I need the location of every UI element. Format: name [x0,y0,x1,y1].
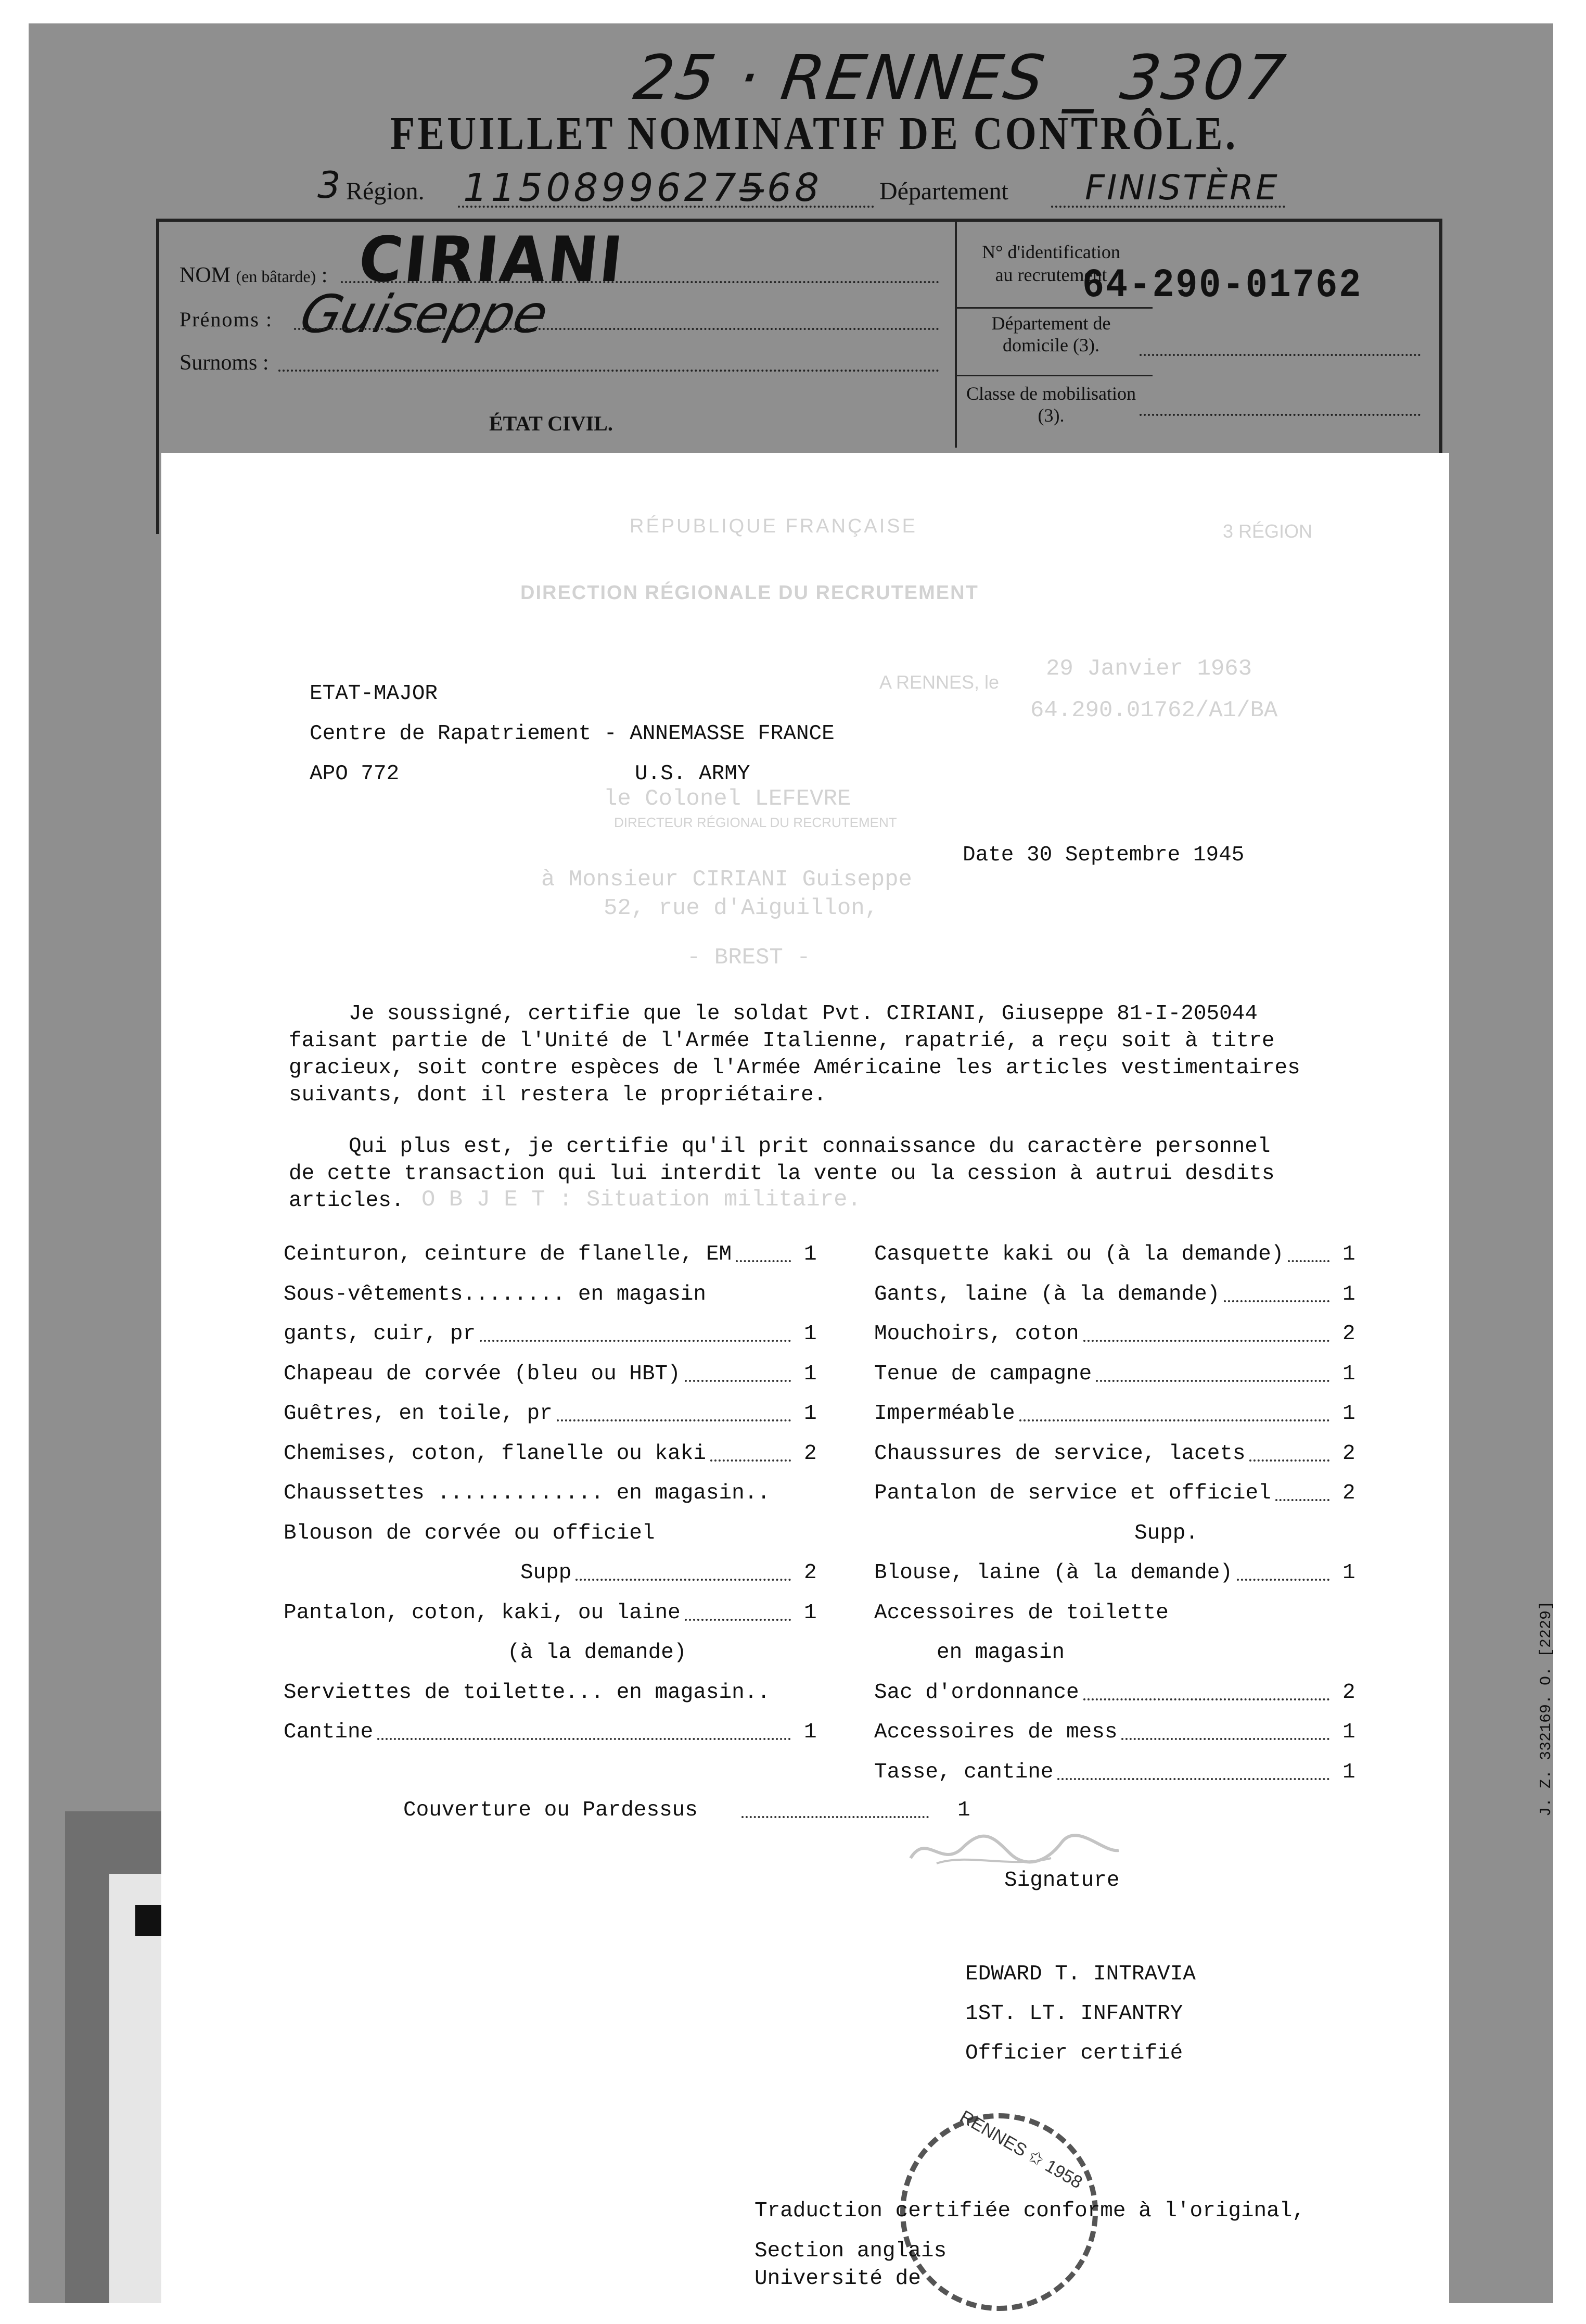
couverture-label: Couverture ou Pardessus [403,1798,698,1822]
right-item-label: Supp. [1134,1521,1199,1545]
surnoms-dotted-line [278,370,939,372]
ghost-date: 29 Janvier 1963 [1046,656,1252,682]
letter-header-2: Centre de Rapatriement - ANNEMASSE FRANCE [310,722,835,746]
left-item-label: Chaussettes ............. en magasin.. [284,1481,770,1505]
para1-line3: gracieux, soit contre espèces de l'Armée Américaine les articles vestimentaires [289,1056,1300,1080]
right-item-label: Chaussures de service, lacets [874,1441,1246,1466]
left-item-row [284,1402,825,1428]
leader-dots [685,1619,791,1621]
right-item-row [874,1681,1363,1707]
ghost-addressee: à Monsieur CIRIANI Guiseppe [541,867,912,893]
id-underline [458,206,874,208]
nom-label: NOM (en bâtarde) : [180,263,328,287]
frame-rule [955,375,1153,376]
right-item-label: Mouchoirs, coton [874,1322,1079,1346]
left-item-label: Cantine [284,1720,374,1744]
leader-dots [1057,1778,1329,1780]
right-item-label: Tenue de campagne [874,1362,1092,1386]
officer-title: Officier certifié [965,2041,1183,2065]
left-item-row [284,1442,825,1468]
leader-dots [1224,1300,1329,1302]
letter-header-3: APO 772 [310,762,400,786]
right-item-label: Sac d'ordonnance [874,1680,1079,1705]
ghost-direction: DIRECTION RÉGIONALE DU RECRUTEMENT [520,582,979,604]
ghost-colonel: le Colonel LEFEVRE [604,786,851,812]
leader-dots [685,1380,791,1382]
leader-dots [1083,1340,1329,1342]
departement-label: Département [879,177,1008,205]
left-item-row [284,1362,825,1388]
letter-header-army: U.S. ARMY [635,762,750,786]
right-item-row [874,1402,1363,1428]
left-item-row [284,1322,825,1348]
para2-line2: de cette transaction qui lui interdit la vente ou la cession à autrui desdits [289,1162,1275,1186]
left-item-row [284,1521,825,1547]
letter-date: Date 30 Septembre 1945 [963,843,1245,867]
couverture-qty: 1 [957,1798,970,1822]
departement-value: FINISTÈRE [1085,168,1280,208]
ghost-republique: RÉPUBLIQUE FRANÇAISE [630,515,917,537]
right-item-row [874,1760,1363,1786]
departement-underline [1051,206,1285,208]
officer-rank: 1ST. LT. INFANTRY [965,2002,1183,2026]
left-item-label: Chemises, coton, flanelle ou kaki [284,1441,706,1466]
left-item-label: Pantalon, coton, kaki, ou laine [284,1601,681,1625]
left-item-qty: 2 [804,1441,817,1466]
region-number: 3 [317,164,341,207]
side-reference: J. Z. 332169. O. [2229] [1538,1601,1555,1817]
right-item-row [874,1362,1363,1388]
region-label: Région. [346,177,425,205]
leader-dots [1096,1380,1329,1382]
signature-scrawl [905,1822,1124,1874]
left-item-label: Sous-vêtements........ en magasin [284,1282,706,1306]
leader-dots [1121,1738,1329,1740]
handwritten-reference: 25 · RENNES _ 3307 [630,42,1291,113]
domicile-label: Département de domicile (3). [991,313,1111,355]
right-item-label: Casquette kaki ou (à la demande) [874,1242,1284,1266]
leader-dots [736,1260,791,1262]
etat-civil-heading: ÉTAT CIVIL. [489,412,613,435]
frame-divider [955,219,957,448]
left-item-label: (à la demande) [507,1641,687,1665]
right-item-row [1134,1521,1363,1547]
right-item-label: Gants, laine (à la demande) [874,1282,1220,1306]
right-item-label: Blouse, laine (à la demande) [874,1561,1233,1585]
ghost-dest: - BREST - [687,945,811,971]
right-item-qty: 1 [1342,1760,1355,1784]
binding-paper [109,1874,161,2303]
left-item-row [284,1681,825,1707]
binding-clip [135,1905,161,1936]
ghost-ref: 64.290.01762/A1/BA [1030,697,1278,723]
prenoms-label: Prénoms : [180,308,273,331]
right-item-qty: 1 [1342,1242,1355,1266]
left-item-row [284,1720,825,1746]
right-item-row [874,1282,1363,1309]
prenoms-dotted-line [294,328,939,330]
left-item-qty: 1 [804,1242,817,1266]
leader-dots [377,1738,791,1740]
leader-dots [741,1816,929,1818]
leader-dots [1275,1499,1329,1501]
left-item-label: Guêtres, en toile, pr [284,1402,553,1426]
left-item-row [520,1561,825,1587]
signature-label: Signature [1004,1869,1120,1893]
right-item-qty: 1 [1342,1282,1355,1306]
translation-line3: Université de [754,2267,921,2291]
left-item-row [284,1601,825,1627]
left-item-row [284,1282,825,1309]
right-item-qty: 2 [1342,1441,1355,1466]
mobilisation-dotted-line [1140,414,1421,416]
para2-line1: Qui plus est, je certifie qu'il prit connaissance du caractère personnel [349,1135,1271,1159]
prenoms-value: Guiseppe [294,284,555,345]
left-item-qty: 1 [804,1402,817,1426]
nom-dotted-line [341,281,939,283]
nom-value: CIRIANI [355,224,628,296]
left-item-row [284,1481,825,1507]
para1-line1: Je soussigné, certifie que le soldat Pvt. CIRIANI, Giuseppe 81-I-205044 [349,1002,1258,1026]
right-item-row [937,1641,1363,1667]
ghost-ville: A RENNES, le [879,671,1000,693]
right-item-qty: 1 [1342,1720,1355,1744]
leader-dots [557,1419,791,1421]
left-item-label: Supp [520,1561,572,1585]
left-item-qty: 1 [804,1720,817,1744]
domicile-dotted-line [1140,354,1421,356]
surnoms-label: Surnoms : [180,351,269,375]
right-item-row [874,1242,1363,1268]
left-item-label: Ceinturon, ceinture de flanelle, EM [284,1242,732,1266]
right-item-label: Imperméable [874,1402,1015,1426]
stamp-text: RENNES ✩ 1958 [956,2106,1086,2193]
leader-dots [1237,1579,1329,1581]
officer-name: EDWARD T. INTRAVIA [965,1962,1196,1986]
ghost-address: 52, rue d'Aiguillon, [604,895,879,921]
left-item-row [507,1641,825,1667]
left-item-qty: 2 [804,1561,817,1585]
letter-header-1: ETAT-MAJOR [310,682,438,706]
right-item-qty: 1 [1342,1402,1355,1426]
left-item-qty: 1 [804,1601,817,1625]
leader-dots [710,1459,791,1462]
couverture-row [403,1798,976,1824]
mobilisation-label: Classe de mobilisation (3). [966,383,1136,426]
form-title: FEUILLET NOMINATIF DE CONTRÔLE. [390,108,1238,159]
leader-dots [1083,1698,1329,1700]
right-item-qty: 2 [1342,1481,1355,1505]
right-item-label: en magasin [937,1641,1065,1665]
translation-line2: Section anglais [754,2239,947,2263]
left-item-label: gants, cuir, pr [284,1322,476,1346]
ghost-region: 3 RÉGION [1223,520,1313,542]
leader-dots [1249,1459,1329,1462]
ghost-objet: O B J E T : Situation militaire. [421,1187,861,1213]
right-item-row [874,1561,1363,1587]
left-item-label: Blouson de corvée ou officiel [284,1521,655,1545]
leader-dots [1288,1260,1329,1262]
para1-line2: faisant partie de l'Unité de l'Armée Italienne, rapatrié, a reçu soit à titre [289,1029,1275,1053]
left-item-row [284,1242,825,1268]
leader-dots [575,1579,791,1581]
ghost-colonel-sub: DIRECTEUR RÉGIONAL DU RECRUTEMENT [614,815,897,830]
para1-line4: suivants, dont il restera le propriétaire. [289,1083,827,1107]
right-item-label: Accessoires de mess [874,1720,1118,1744]
right-item-row [874,1322,1363,1348]
right-item-row [874,1442,1363,1468]
translation-line1: Traduction certifiée conforme à l'original, [754,2199,1305,2223]
left-item-qty: 1 [804,1322,817,1346]
right-item-label: Pantalon de service et officiel [874,1481,1271,1505]
right-item-row [874,1720,1363,1746]
right-item-label: Accessoires de toilette [874,1601,1169,1625]
right-item-qty: 2 [1342,1322,1355,1346]
right-item-row [874,1601,1363,1627]
leader-dots [480,1340,791,1342]
recrutement-label: N° d'identification au recrutement [982,242,1120,285]
left-item-label: Chapeau de corvée (bleu ou HBT) [284,1362,681,1386]
recrutement-value: 64-290-01762 [1082,263,1362,309]
right-item-qty: 2 [1342,1680,1355,1705]
right-item-label: Tasse, cantine [874,1760,1054,1784]
para2-line3: articles. [289,1189,404,1213]
left-item-qty: 1 [804,1362,817,1386]
left-item-label: Serviettes de toilette... en magasin.. [284,1680,770,1705]
identification-number: 11508996275̶68 [463,166,823,210]
right-item-row [874,1481,1363,1507]
right-item-qty: 1 [1342,1362,1355,1386]
leader-dots [1019,1419,1329,1421]
right-item-qty: 1 [1342,1561,1355,1585]
